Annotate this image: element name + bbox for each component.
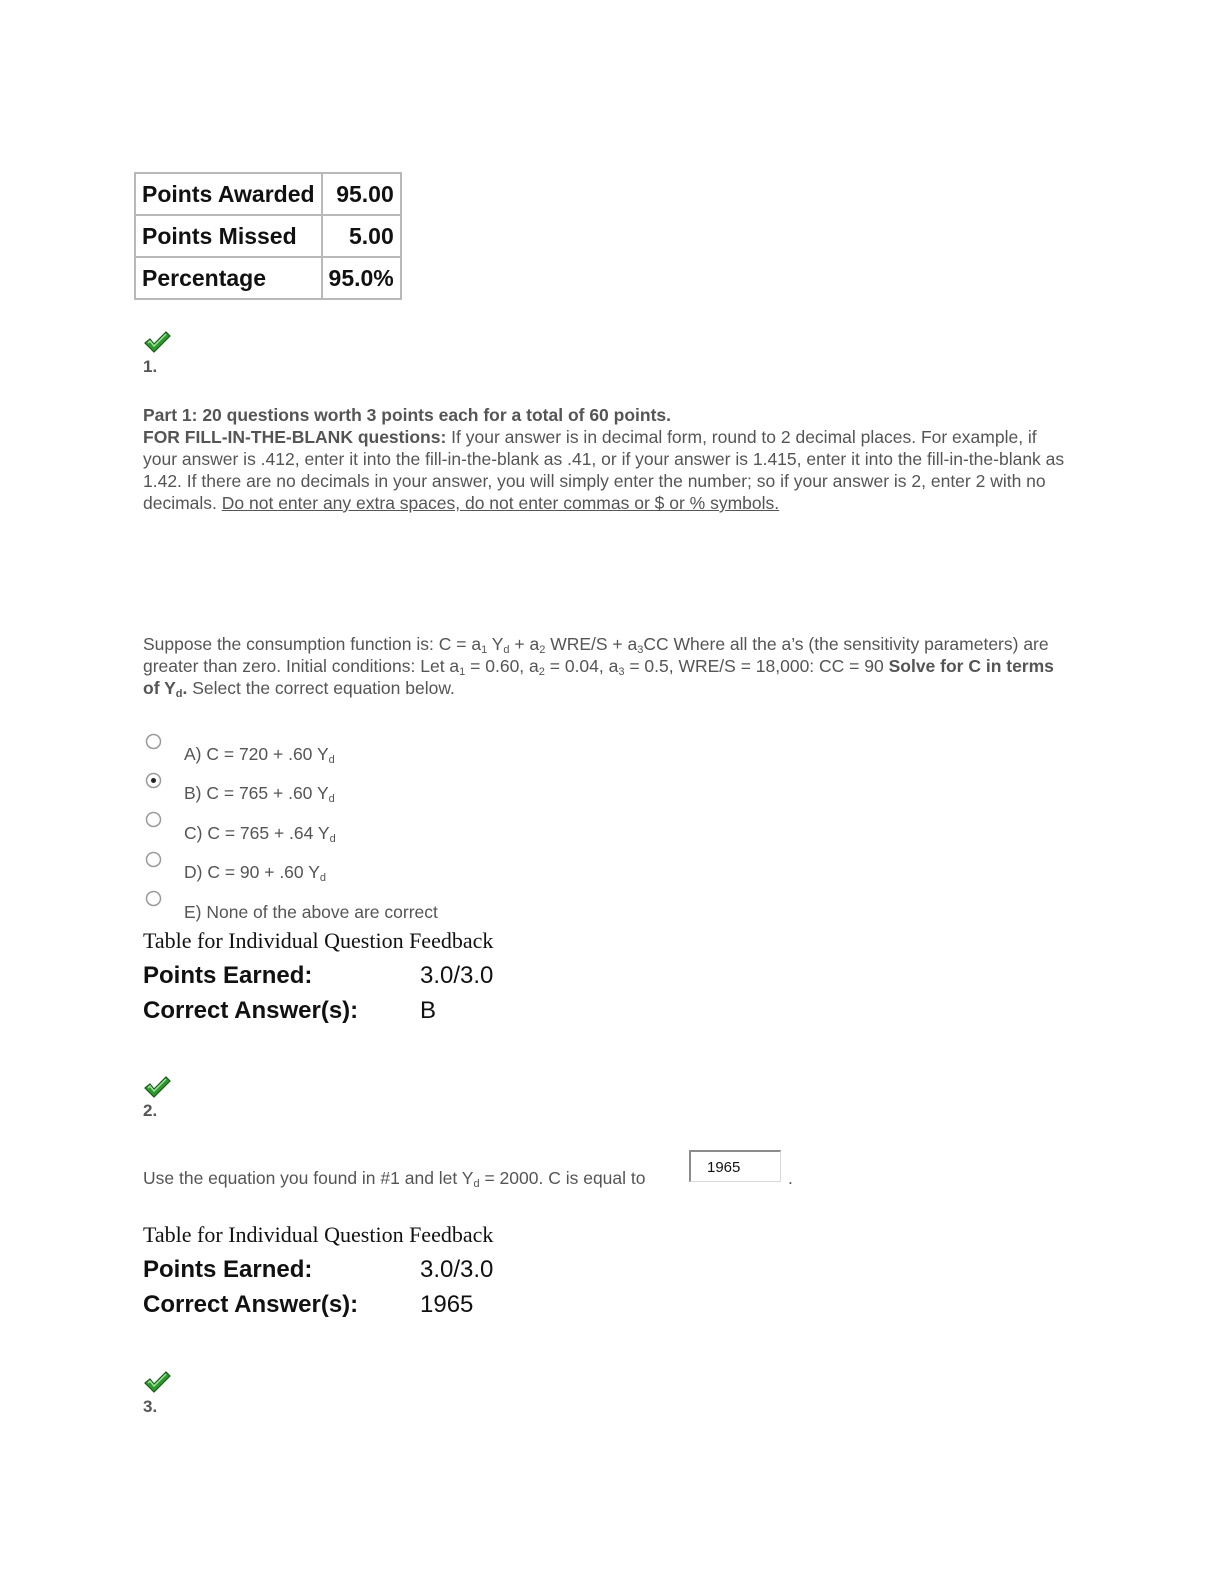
- fill-in-blank-label: FOR FILL-IN-THE-BLANK questions:: [143, 427, 447, 447]
- score-row: [135, 257, 401, 299]
- question-number: 3.: [143, 1397, 158, 1416]
- correct-answer-label: Correct Answer(s):: [143, 1291, 359, 1318]
- radio-unselected-icon[interactable]: [145, 733, 162, 750]
- feedback-title: Table for Individual Question Feedback: [143, 928, 494, 953]
- correct-answer-value: 1965: [420, 1291, 474, 1318]
- question-text: Suppose the consumption function is: $C = a_1$ $Y_d + a_2$ $WRE/S + a_3CC$ Where all the a’s (the sensitivity parameters) are greater than zero. Initial conditions: Let $a_1 = 0.60$, $a_2 = 0.04$, $a_3 = 0.5$, WRE/S = 18,000: CC = 90 Solve for C in terms of $Y_d$. Select the correct equation below.: [143, 634, 1054, 700]
- score-value: 95.0%: [322, 257, 401, 299]
- fill-in-blank-warning: Do not enter any extra spaces, do not enter commas or $ or % symbols.: [221, 493, 780, 513]
- part-heading: Part 1: 20 questions worth 3 points each for a total of 60 points.: [143, 405, 671, 425]
- radio-unselected-icon[interactable]: [145, 890, 162, 907]
- points-earned-label: Points Earned:: [143, 962, 313, 989]
- score-label: Points Awarded: [135, 173, 322, 215]
- green-checkmark-icon: [143, 1370, 171, 1394]
- radio-unselected-icon[interactable]: [145, 851, 162, 868]
- score-label: Percentage: [135, 257, 322, 299]
- green-checkmark-icon: [143, 1075, 171, 1099]
- answer-input[interactable]: 1965: [689, 1150, 781, 1182]
- question-number: 1.: [143, 357, 158, 376]
- score-summary-table: [134, 172, 402, 300]
- answer-option-e[interactable]: E) None of the above are correct: [184, 902, 438, 922]
- answer-option-d[interactable]: D) C = 90 + .60 $Y_d$: [184, 862, 326, 884]
- correct-answer-value: B: [420, 997, 437, 1024]
- score-row: [135, 215, 401, 257]
- fill-in-blank-instructions: If your answer is in decimal form, round to 2 decimal places. For example, if your answer is .412, enter it into the fill-in-the-blank as .41, or if your answer is 1.415, enter it into the fill-in-the-blank as 1.42. If there are no decimals in your answer, you will simply enter the number; so if your answer is 2, enter 2 with no decimals.: [143, 427, 1065, 513]
- radio-selected-icon[interactable]: [145, 772, 162, 789]
- question-number: 2.: [143, 1101, 158, 1120]
- score-label: Points Missed: [135, 215, 322, 257]
- quiz-instructions: [143, 404, 1073, 514]
- points-earned-label: Points Earned:: [143, 1256, 313, 1283]
- points-earned-value: 3.0/3.0: [420, 962, 494, 989]
- question-text: Use the equation you found in #1 and let $Y_d = 2000$. C is equal to: [143, 1168, 646, 1190]
- answer-option-b[interactable]: B) C = 765 + .60 $Y_d$: [184, 783, 335, 805]
- feedback-title: Table for Individual Question Feedback: [143, 1222, 494, 1247]
- score-value: 95.00: [322, 173, 401, 215]
- green-checkmark-icon: [143, 330, 171, 354]
- answer-option-a[interactable]: A) C = 720 + .60 $Y_d$: [184, 744, 335, 766]
- points-earned-value: 3.0/3.0: [420, 1256, 494, 1283]
- score-row: [135, 173, 401, 215]
- answer-option-c[interactable]: C) C = 765 + .64 $Y_d$: [184, 823, 336, 845]
- score-value: 5.00: [322, 215, 401, 257]
- sentence-period: .: [788, 1168, 793, 1188]
- radio-unselected-icon[interactable]: [145, 811, 162, 828]
- correct-answer-label: Correct Answer(s):: [143, 997, 359, 1024]
